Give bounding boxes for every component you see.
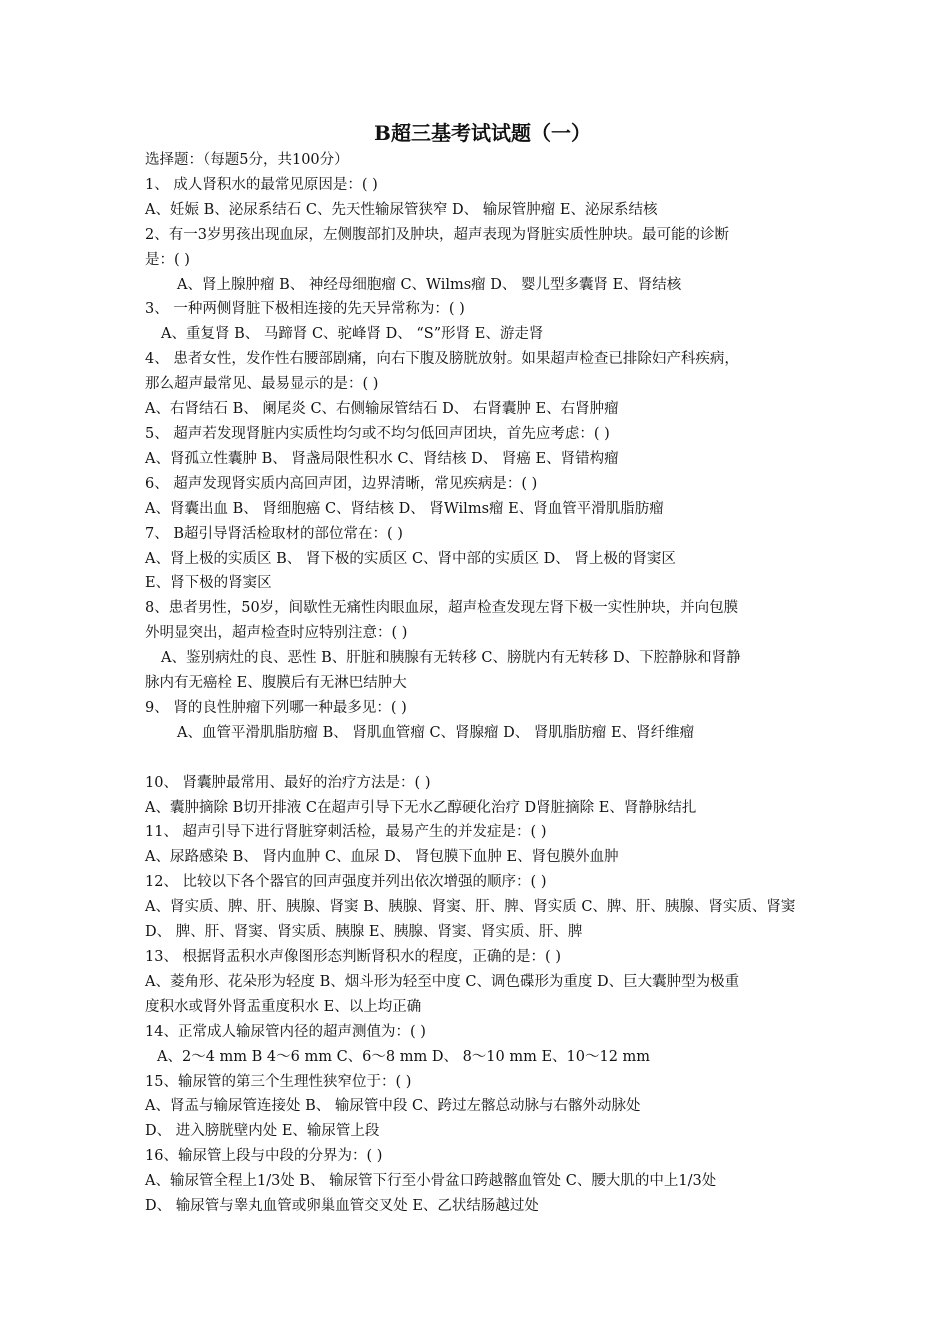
question-8: 8、患者男性，50岁，间歇性无痛性肉眼血尿，超声检查发现左肾下极一实性肿块，并向包膜 bbox=[145, 600, 739, 617]
blank-line bbox=[145, 746, 810, 771]
question-7-options: A、肾上极的实质区 B、 肾下极的实质区 C、肾中部的实质区 D、 肾上极的肾窦区 bbox=[145, 550, 676, 567]
question-3: 3、 一种两侧肾脏下极相连接的先天异常称为：( ) bbox=[145, 301, 465, 318]
question-7-options-cont: E、肾下极的肾窦区 bbox=[145, 575, 272, 592]
question-8-options: A、鉴别病灶的良、恶性 B、肝脏和胰腺有无转移 C、膀胱内有无转移 D、下腔静脉和肾静 bbox=[161, 650, 741, 667]
question-13-options: A、菱角形、花朵形为轻度 B、烟斗形为轻至中度 C、调色碟形为重度 D、巨大囊肿型为极重 bbox=[145, 973, 740, 990]
question-4-options: A、右肾结石 B、 阑尾炎 C、右侧输尿管结石 D、 右肾囊肿 E、右肾肿瘤 bbox=[145, 401, 619, 418]
question-2: 2、有一3岁男孩出现血尿，左侧腹部扪及肿块，超声表现为肾脏实质性肿块。最可能的诊断 bbox=[145, 226, 729, 243]
question-15-options: A、肾盂与输尿管连接处 B、 输尿管中段 C、跨过左髂总动脉与右髂外动脉处 bbox=[145, 1098, 641, 1115]
question-12: 12、 比较以下各个器官的回声强度并列出依次增强的顺序：( ) bbox=[145, 874, 547, 891]
question-2-options: A、肾上腺肿瘤 B、 神经母细胞瘤 C、Wilms瘤 D、 婴儿型多囊肾 E、肾结核 bbox=[177, 276, 682, 293]
question-10-options: A、囊肿摘除 B切开排液 C在超声引导下无水乙醇硬化治疗 D肾脏摘除 E、肾静脉结扎 bbox=[145, 799, 697, 816]
question-5: 5、 超声若发现肾脏内实质性均匀或不均匀低回声团块，首先应考虑：( ) bbox=[145, 425, 610, 442]
question-8-cont: 外明显突出，超声检查时应特别注意：( ) bbox=[145, 625, 408, 642]
question-15-options-cont: D、 进入膀胱壁内处 E、输尿管上段 bbox=[145, 1123, 380, 1140]
question-9-options: A、血管平滑肌脂肪瘤 B、 肾肌血管瘤 C、肾腺瘤 D、 肾肌脂肪瘤 E、肾纤维瘤 bbox=[177, 724, 695, 741]
question-11-options: A、尿路感染 B、 肾内血肿 C、血尿 D、 肾包膜下血肿 E、肾包膜外血肿 bbox=[145, 849, 619, 866]
question-6-options: A、肾囊出血 B、 肾细胞癌 C、肾结核 D、 肾Wilms瘤 E、肾血管平滑肌脂肪瘤 bbox=[145, 500, 664, 517]
question-16-options: A、输尿管全程上1/3处 B、 输尿管下行至小骨盆口跨越髂血管处 C、腰大肌的中上1/3处 bbox=[145, 1173, 717, 1190]
question-12-options-cont: D、 脾、肝、肾窦、肾实质、胰腺 E、胰腺、肾窦、肾实质、肝、脾 bbox=[145, 924, 583, 941]
question-14: 14、正常成人输尿管内径的超声测值为：( ) bbox=[145, 1023, 426, 1040]
question-9: 9、 肾的良性肿瘤下列哪一种最多见：( ) bbox=[145, 699, 407, 716]
question-11: 11、 超声引导下进行肾脏穿刺活检，最易产生的并发症是：( ) bbox=[145, 824, 547, 841]
question-1: 1、 成人肾积水的最常见原因是：( ) bbox=[145, 176, 378, 193]
section-heading: 选择题：（每题5分，共100分） bbox=[145, 152, 349, 168]
question-3-options: A、重复肾 B、 马蹄肾 C、驼峰肾 D、 “S”形肾 E、游走肾 bbox=[161, 326, 544, 343]
question-10: 10、 肾囊肿最常用、最好的治疗方法是：( ) bbox=[145, 774, 431, 791]
question-4-cont: 那么超声最常见、最易显示的是：( ) bbox=[145, 376, 379, 393]
question-7: 7、 B超引导肾活检取材的部位常在：( ) bbox=[145, 525, 403, 542]
question-12-options: A、肾实质、脾、肝、胰腺、肾窦 B、胰腺、肾窦、肝、脾、肾实质 C、脾、肝、胰腺、肾实质、肾窦 bbox=[145, 899, 796, 916]
question-16: 16、输尿管上段与中段的分界为：( ) bbox=[145, 1148, 383, 1165]
question-1-options: A、妊娠 B、泌尿系结石 C、先天性输尿管狭窄 D、 输尿管肿瘤 E、泌尿系结核 bbox=[145, 201, 658, 218]
exam-title: B超三基考试试题（一） bbox=[374, 121, 591, 145]
question-16-options-cont: D、 输尿管与睾丸血管或卵巢血管交叉处 E、乙状结肠越过处 bbox=[145, 1198, 539, 1215]
question-14-options: A、2～4 mm B 4～6 mm C、6～8 mm D、 8～10 mm E、10～12 mm bbox=[157, 1048, 651, 1065]
question-4: 4、 患者女性，发作性右腰部剧痛，向右下腹及膀胱放射。如果超声检查已排除妇产科疾病， bbox=[145, 351, 739, 368]
question-13-options-cont: 度积水或肾外肾盂重度积水 E、以上均正确 bbox=[145, 998, 422, 1015]
question-13: 13、 根据肾盂积水声像图形态判断肾积水的程度，正确的是：( ) bbox=[145, 948, 561, 965]
question-6: 6、 超声发现肾实质内高回声团，边界清晰，常见疾病是：( ) bbox=[145, 475, 538, 492]
question-15: 15、输尿管的第三个生理性狭窄位于：( ) bbox=[145, 1073, 412, 1090]
question-8-options-cont: 脉内有无癌栓 E、腹膜后有无淋巴结肿大 bbox=[145, 675, 407, 692]
question-2-cont: 是：( ) bbox=[145, 251, 190, 268]
question-5-options: A、肾孤立性囊肿 B、 肾盏局限性积水 C、肾结核 D、 肾癌 E、肾错构瘤 bbox=[145, 450, 619, 467]
